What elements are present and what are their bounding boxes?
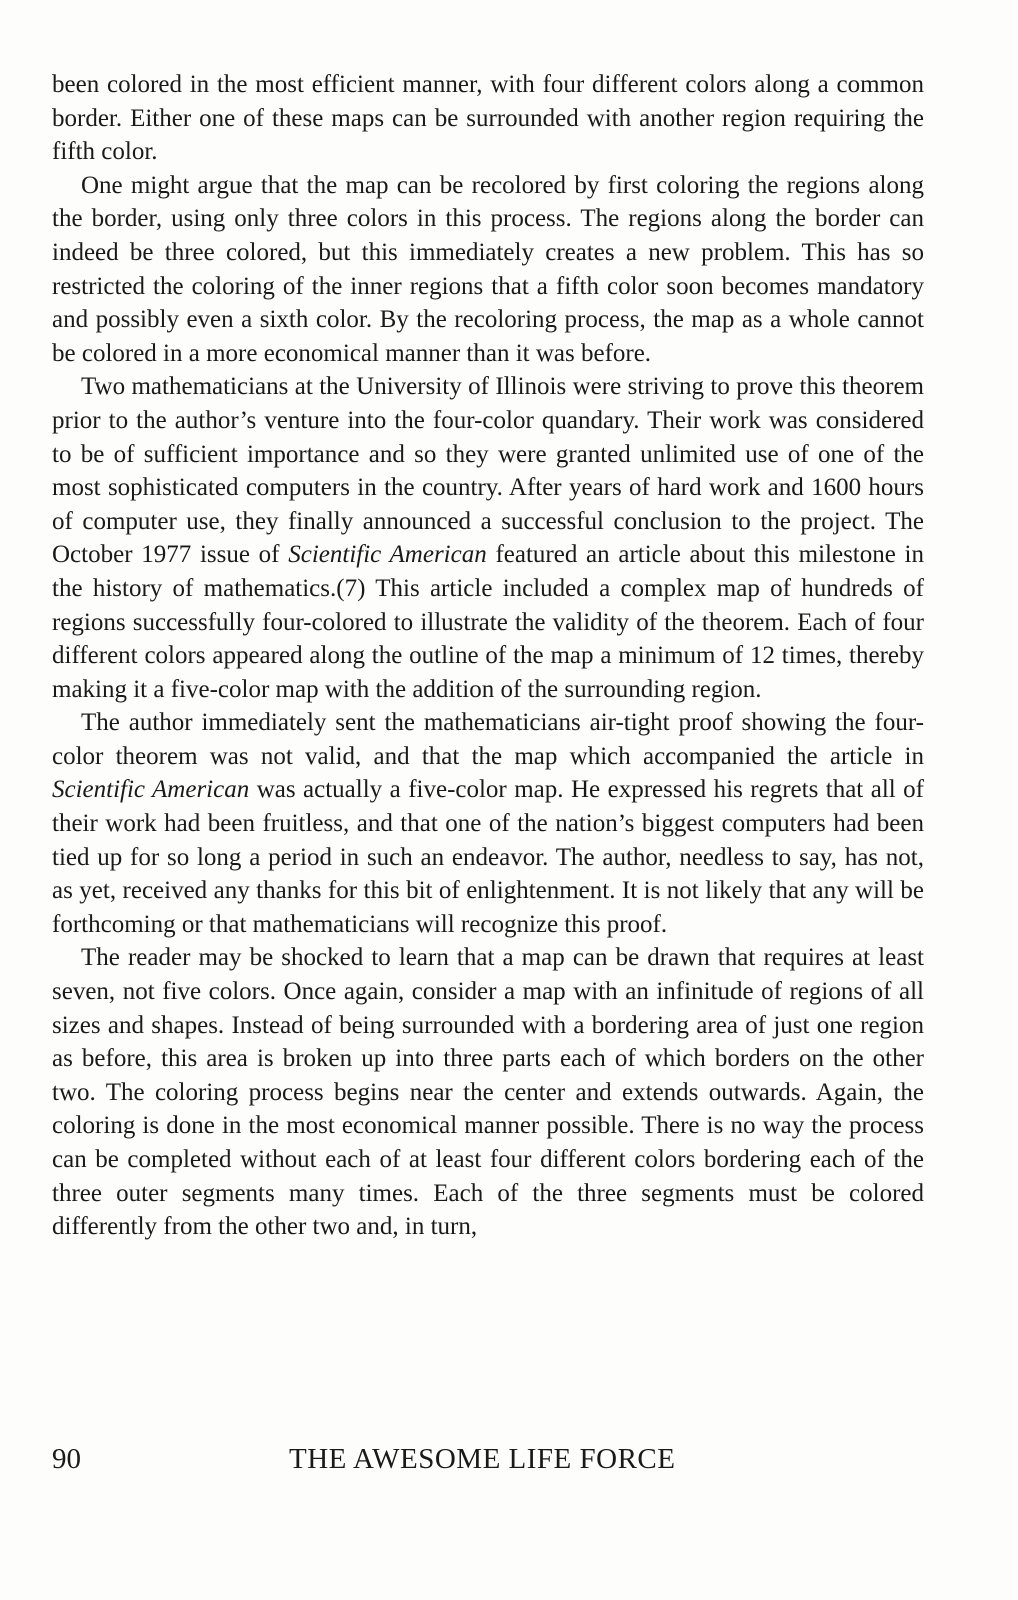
paragraph-4 [52, 706, 924, 941]
page-number: 90 [52, 1443, 81, 1475]
paragraph-4-text-a: The author immediately sent the mathematicians air-tight proof showing the four-color theorem was not valid, and that the map which accompanied the article in [52, 709, 924, 770]
paragraph-5 [52, 941, 924, 1243]
paragraph-3-text-a: Two mathematicians at the University of Illinois were striving to prove this theorem prior to the author’s venture into the four-color quandary. Their work was considered to be of sufficient importance and so they were granted unlimited use of one of the most sophisticated computers in the country. After years of hard work and 1600 hours of computer use, they finally announced a successful conclusion to the project. The October 1977 issue of [52, 373, 924, 569]
paragraph-4-text-b: was actually a five-color map. He expressed his regrets that all of their work had been fruitless, and that one of the nation’s biggest computers had been tied up for so long a period in such an endeavor. The author, needless to say, has not, as yet, received any thanks for this bit of enlightenment. It is not likely that any will be forthcoming or that mathematicians will recognize this proof. [52, 776, 924, 938]
paragraph-5-text: The reader may be shocked to learn that a map can be drawn that requires at least seven, not five colors. Once again, consider a map with an infinitude of regions of all sizes and shapes. Instead of being surrounded with a bordering area of just one region as before, this area is broken up into three parts each of which borders on the other two. The coloring process begins near the center and extends outwards. Again, the coloring is done in the most economical manner possible. There is no way the process can be completed without each of at least four different colors bordering each of the three outer segments many times. Each of the three segments must be colored differently from the other two and, in turn, [52, 944, 924, 1241]
paragraph-3 [52, 370, 924, 706]
paragraph-2 [52, 169, 924, 371]
paragraph-3-text-b: featured an article about this milestone in the history of mathematics.(7) This article included a complex map of hundreds of regions successfully four-colored to illustrate the validity of the theorem. Each of four different colors appeared along the outline of the map a minimum of 12 times, thereby making it a five-color map with the addition of the surrounding region. [52, 541, 925, 703]
paragraph-2-text: One might argue that the map can be recolored by first coloring the regions along the border, using only three colors in this process. The regions along the border can indeed be three colored, but this immediately creates a new problem. This has so restricted the coloring of the inner regions that a fifth color soon becomes mandatory and possibly even a sixth color. By the recoloring process, the map as a whole cannot be colored in a more economical manner than it was before. [52, 171, 924, 367]
paragraph-1 [52, 68, 924, 169]
paragraph-1-text: been colored in the most efficient manner, with four different colors along a common border. Either one of these maps can be surrounded with another region requiring the fifth color. [52, 71, 924, 166]
publication-title: Scientific American [52, 776, 250, 804]
page-footer [52, 1443, 924, 1483]
publication-title: Scientific American [288, 541, 487, 569]
running-title: THE AWESOME LIFE FORCE [289, 1443, 676, 1475]
body-text [52, 68, 924, 1244]
